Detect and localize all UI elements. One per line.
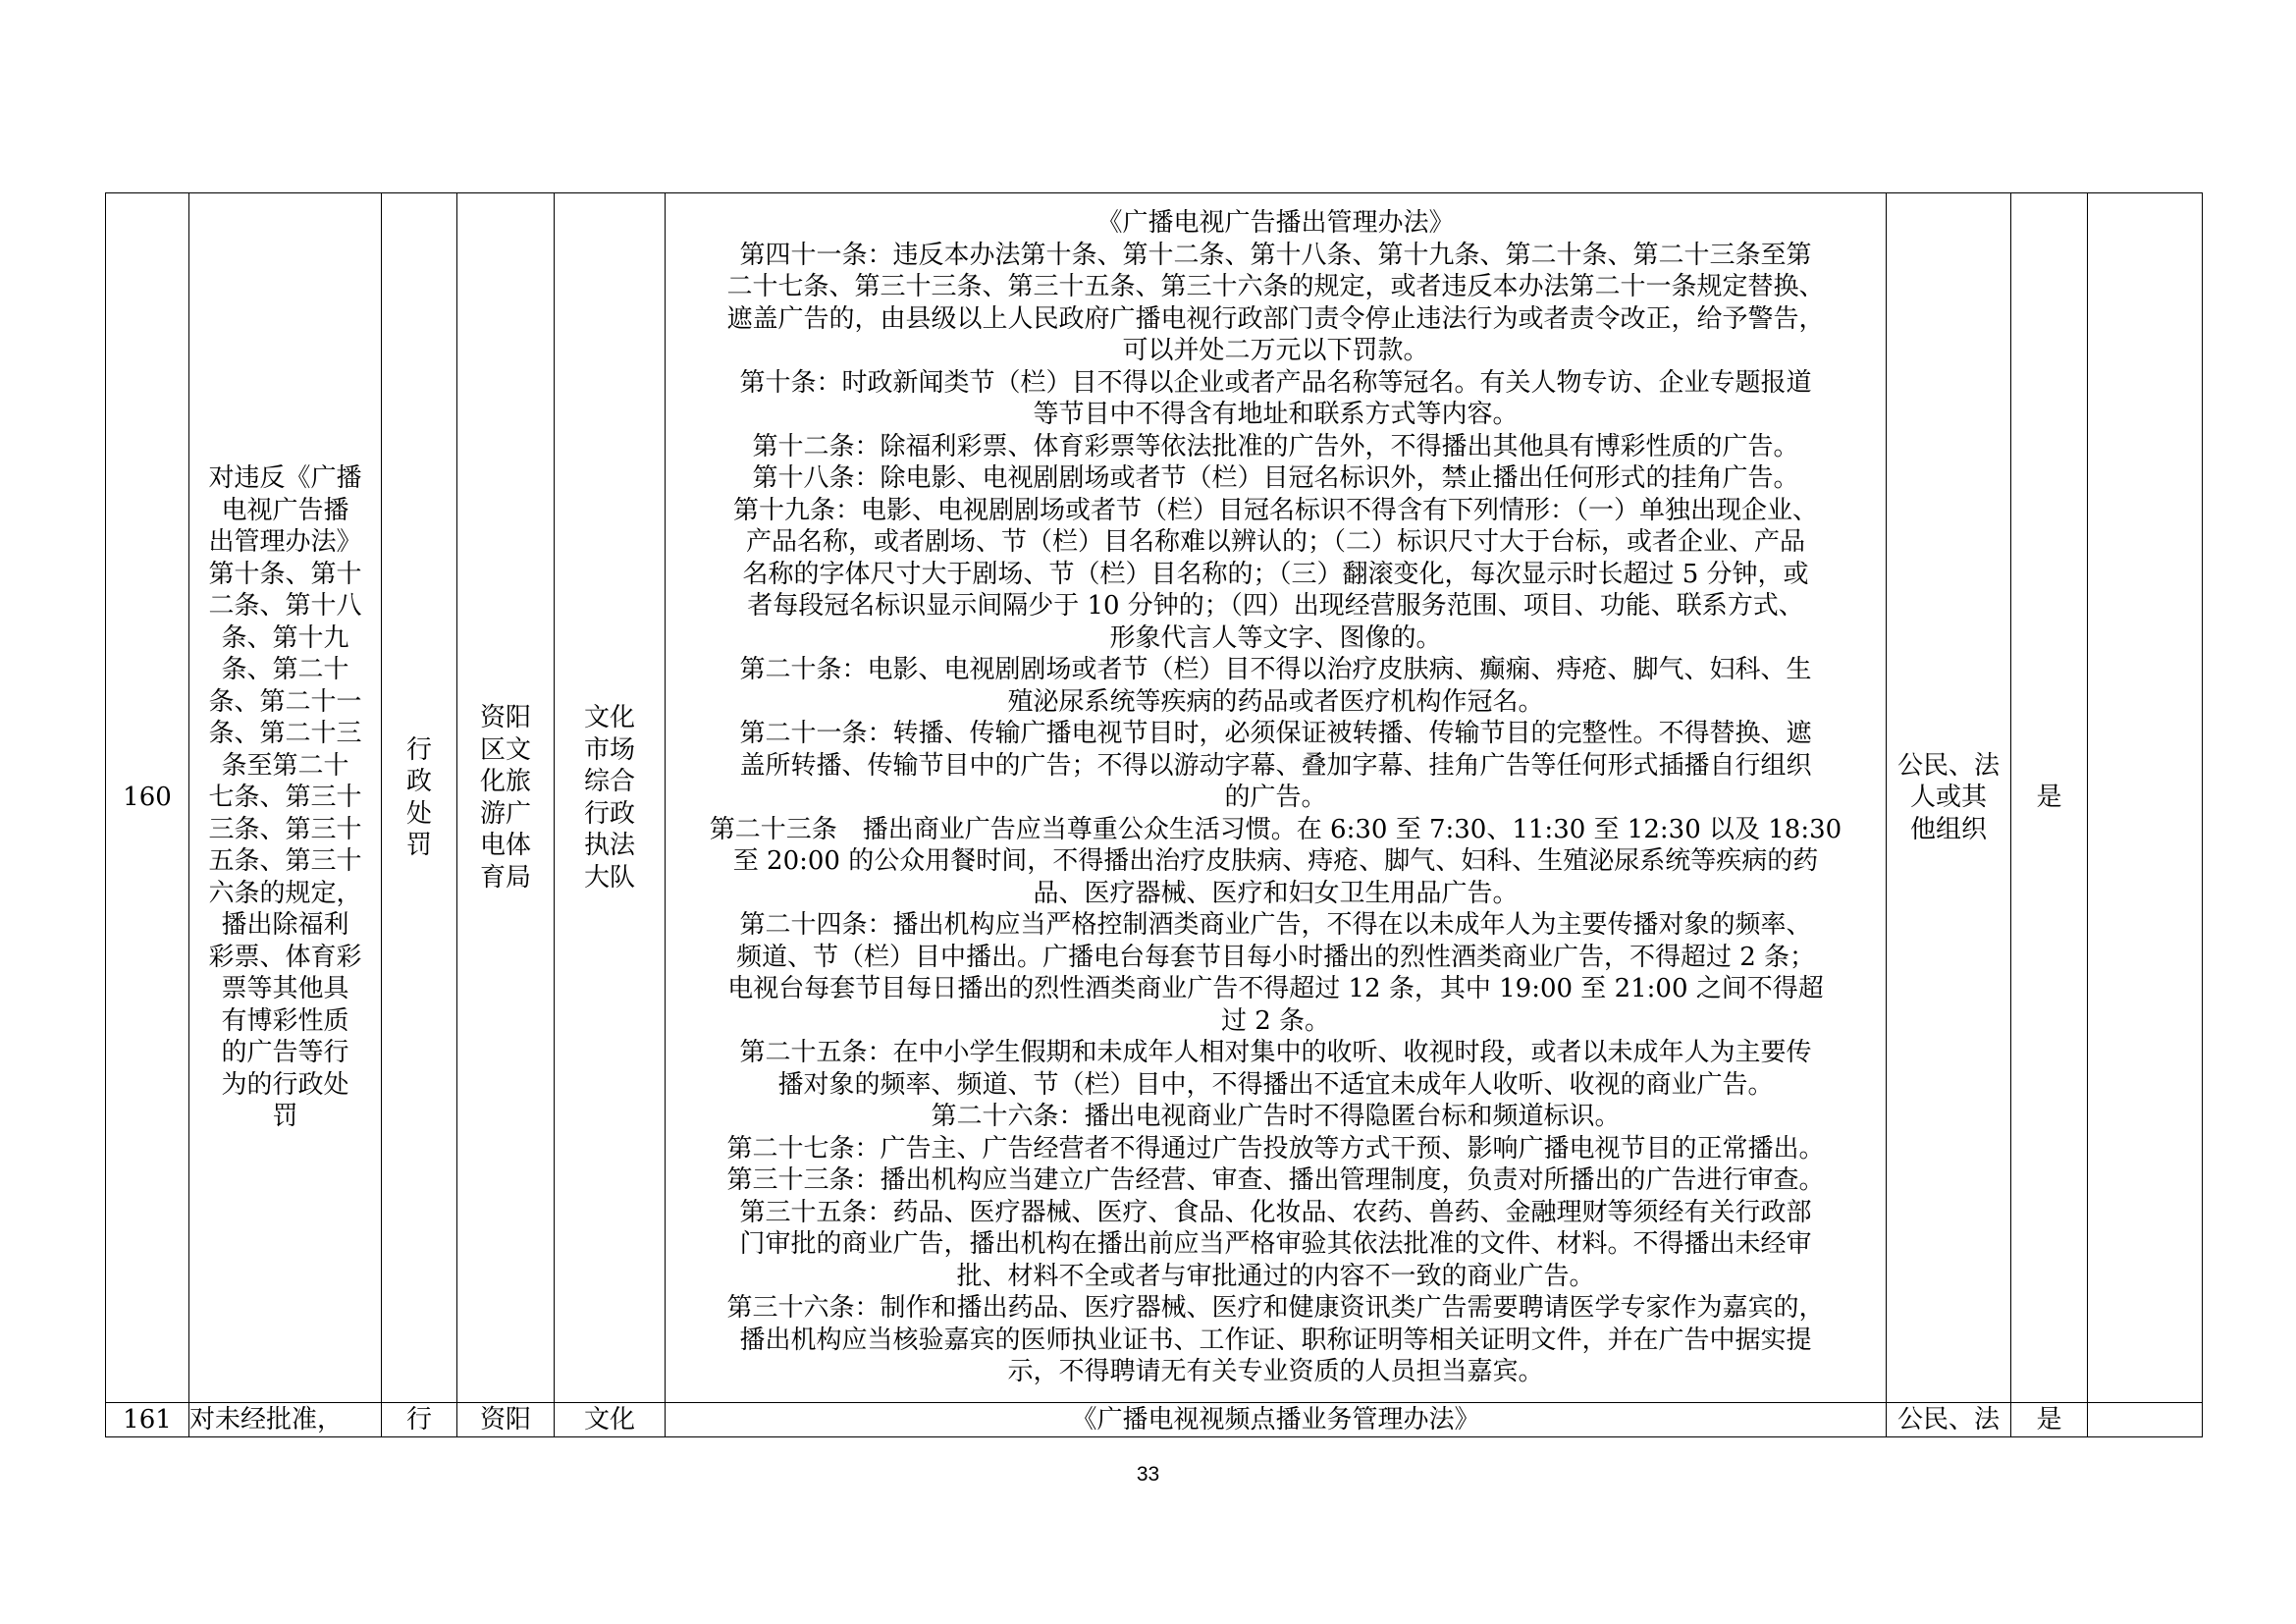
item-name-line: 有博彩性质	[221, 1005, 349, 1036]
item-subject	[1887, 193, 2011, 1403]
item-name-line: 条、第二十三	[208, 719, 362, 749]
table-row	[106, 193, 2203, 1403]
legal-basis-line: 至 20:00 的公众用餐时间，不得播出治疗皮肤病、痔疮、脚气、妇科、生殖泌尿系统等疾病的药	[732, 846, 1819, 877]
item-name-line: 出管理办法》	[208, 527, 362, 558]
legal-basis-line: 示，不得聘请无有关专业资质的人员担当嘉宾。	[1007, 1357, 1544, 1387]
legal-basis-line: 第二十三条 播出商业广告应当尊重公众生活习惯。在 6:30 至 7:30、11:30 至 12:30 以及 18:30	[709, 814, 1842, 844]
item-name-line: 七条、第三十	[208, 783, 362, 813]
legal-basis-line: 第二十六条：播出电视商业广告时不得隐匿台标和频道标识。	[931, 1102, 1621, 1132]
legal-basis-line: 名称的字体尺寸大于剧场、节（栏）目名称的；（三）翻滚变化，每次显示时长超过 5 分钟，或	[742, 559, 1809, 589]
item-name-line: 第十条、第十	[208, 559, 362, 589]
item-category: 行政处罚	[382, 193, 457, 1403]
item-flag: 是	[2011, 1403, 2088, 1437]
legal-basis-line: 《广播电视广告播出管理办法》	[1096, 208, 1455, 239]
legal-basis-line: 二十七条、第三十三条、第三十五条、第三十六条的规定，或者违反本办法第二十一条规定替换、	[726, 272, 1825, 302]
legal-basis-line: 电视台每套节目每日播出的烈性酒类商业广告不得超过 12 条，其中 19:00 至 21:00 之间不得超	[727, 974, 1824, 1004]
legal-basis-line: 等节目中不得含有地址和联系方式等内容。	[1033, 400, 1519, 430]
item-name-line: 五条、第三十	[208, 846, 362, 877]
legal-basis-line: 播对象的频率、频道、节（栏）目中，不得播出不适宜未成年人收听、收视的商业广告。	[777, 1069, 1774, 1100]
legal-basis-line: 过 2 条。	[1220, 1005, 1331, 1036]
item-enforcer: 文化市场综合行政执法大队	[555, 193, 666, 1403]
legal-basis-line: 批、材料不全或者与审批通过的内容不一致的商业广告。	[956, 1261, 1595, 1291]
legal-basis-line: 者每段冠名标识显示间隔少于 10 分钟的；（四）出现经营服务范围、项目、功能、联系方式、	[747, 591, 1804, 622]
legal-basis-line: 遮盖广告的，由县级以上人民政府广播电视行政部门责令停止违法行为或者责令改正，给予警告，	[726, 303, 1825, 334]
item-name: 对未经批准，	[189, 1403, 382, 1437]
item-name-line: 对违反《广播	[208, 463, 362, 494]
legal-basis-line: 第二十七条：广告主、广告经营者不得通过广告投放等方式干预、影响广播电视节目的正常播出。	[726, 1133, 1825, 1164]
legal-basis-line: 门审批的商业广告，播出机构在播出前应当严格审验其依法批准的文件、材料。不得播出未经审	[739, 1229, 1812, 1260]
item-remark	[2088, 1403, 2203, 1437]
item-name-line: 六条的规定，	[208, 878, 362, 908]
item-name-line: 条、第二十一	[208, 686, 362, 717]
legal-basis-line: 的广告。	[1224, 783, 1327, 813]
item-number: 161	[106, 1403, 189, 1437]
item-enforcer: 文化	[555, 1403, 666, 1437]
page-number: 33	[1136, 1463, 1160, 1486]
legal-basis-line: 第二十四条：播出机构应当严格控制酒类商业广告，不得在以未成年人为主要传播对象的频率、	[739, 910, 1812, 941]
item-number: 160	[106, 193, 189, 1403]
item-name-line: 播出除福利	[221, 910, 349, 941]
item-name-line: 电视广告播	[221, 495, 349, 525]
item-name-line: 二条、第十八	[208, 591, 362, 622]
legal-basis-line: 形象代言人等文字、图像的。	[1109, 623, 1442, 653]
item-name-line: 条至第二十	[221, 750, 349, 781]
item-name-line: 票等其他具	[221, 974, 349, 1004]
legal-basis-line: 第二十一条：转播、传输广播电视节目时，必须保证被转播、传输节目的完整性。不得替换、遮	[739, 719, 1812, 749]
legal-basis-line: 第四十一条：违反本办法第十条、第十二条、第十八条、第十九条、第二十条、第二十三条至第	[739, 240, 1812, 270]
item-name-line: 条、第十九	[221, 623, 349, 653]
item-subject: 公民、法	[1887, 1403, 2011, 1437]
item-department: 资阳区文化旅游广电体育局	[457, 193, 555, 1403]
item-subject-line: 公民、法	[1896, 750, 2000, 781]
legal-basis-line: 殖泌尿系统等疾病的药品或者医疗机构作冠名。	[1007, 686, 1544, 717]
legal-basis-line: 第十九条：电影、电视剧剧场或者节（栏）目冠名标识不得含有下列情形：（一）单独出现企业、	[732, 495, 1818, 525]
item-name-line: 条、第二十	[221, 655, 349, 685]
item-name	[189, 193, 382, 1403]
legal-basis-line: 第十二条：除福利彩票、体育彩票等依法批准的广告外，不得播出其他具有博彩性质的广告。	[752, 431, 1799, 461]
item-subject-line: 人或其	[1909, 783, 1987, 813]
legal-basis-line: 盖所转播、传输节目中的广告；不得以游动字幕、叠加字幕、挂角广告等任何形式插播自行组织	[739, 750, 1812, 781]
legal-basis-line: 第十八条：除电影、电视剧剧场或者节（栏）目冠名标识外，禁止播出任何形式的挂角广告。	[752, 463, 1799, 494]
item-department: 资阳	[457, 1403, 555, 1437]
legal-basis-line: 第十条：时政新闻类节（栏）目不得以企业或者产品名称等冠名。有关人物专访、企业专题报道	[739, 367, 1812, 398]
table-row	[106, 1403, 2203, 1437]
legal-basis-line: 播出机构应当核验嘉宾的医师执业证书、工作证、职称证明等相关证明文件，并在广告中据实提	[739, 1325, 1812, 1355]
item-subject-line: 他组织	[1909, 814, 1987, 844]
item-name-line: 为的行政处	[221, 1069, 349, 1100]
enforcement-table	[105, 192, 2203, 1437]
legal-basis-line: 第三十六条：制作和播出药品、医疗器械、医疗和健康资讯类广告需要聘请医学专家作为嘉宾的，	[726, 1293, 1825, 1324]
item-flag: 是	[2011, 193, 2088, 1403]
item-name-line: 彩票、体育彩	[208, 942, 362, 972]
item-name-line: 三条、第三十	[208, 814, 362, 844]
legal-basis-line: 可以并处二万元以下罚款。	[1122, 336, 1429, 366]
item-name-line: 的广告等行	[221, 1038, 349, 1068]
item-category: 行	[382, 1403, 457, 1437]
legal-basis	[666, 193, 1887, 1403]
item-remark	[2088, 193, 2203, 1403]
item-name-line: 罚	[272, 1102, 298, 1132]
legal-basis-line: 第二十五条：在中小学生假期和未成年人相对集中的收听、收视时段，或者以未成年人为主要传	[739, 1038, 1812, 1068]
legal-basis-line: 第三十五条：药品、医疗器械、医疗、食品、化妆品、农药、兽药、金融理财等须经有关行政部	[739, 1197, 1812, 1227]
legal-basis: 《广播电视视频点播业务管理办法》	[666, 1403, 1887, 1437]
legal-basis-line: 第二十条：电影、电视剧剧场或者节（栏）目不得以治疗皮肤病、癫痫、痔疮、脚气、妇科、生	[739, 655, 1812, 685]
legal-basis-line: 品、医疗器械、医疗和妇女卫生用品广告。	[1033, 878, 1519, 908]
legal-basis-line: 频道、节（栏）目中播出。广播电台每套节目每小时播出的烈性酒类商业广告，不得超过 2 条；	[735, 942, 1816, 972]
legal-basis-line: 第三十三条：播出机构应当建立广告经营、审查、播出管理制度，负责对所播出的广告进行审查。	[726, 1165, 1825, 1196]
legal-basis-line: 产品名称，或者剧场、节（栏）目名称难以辨认的；（二）标识尺寸大于台标，或者企业、产品	[745, 527, 1805, 558]
